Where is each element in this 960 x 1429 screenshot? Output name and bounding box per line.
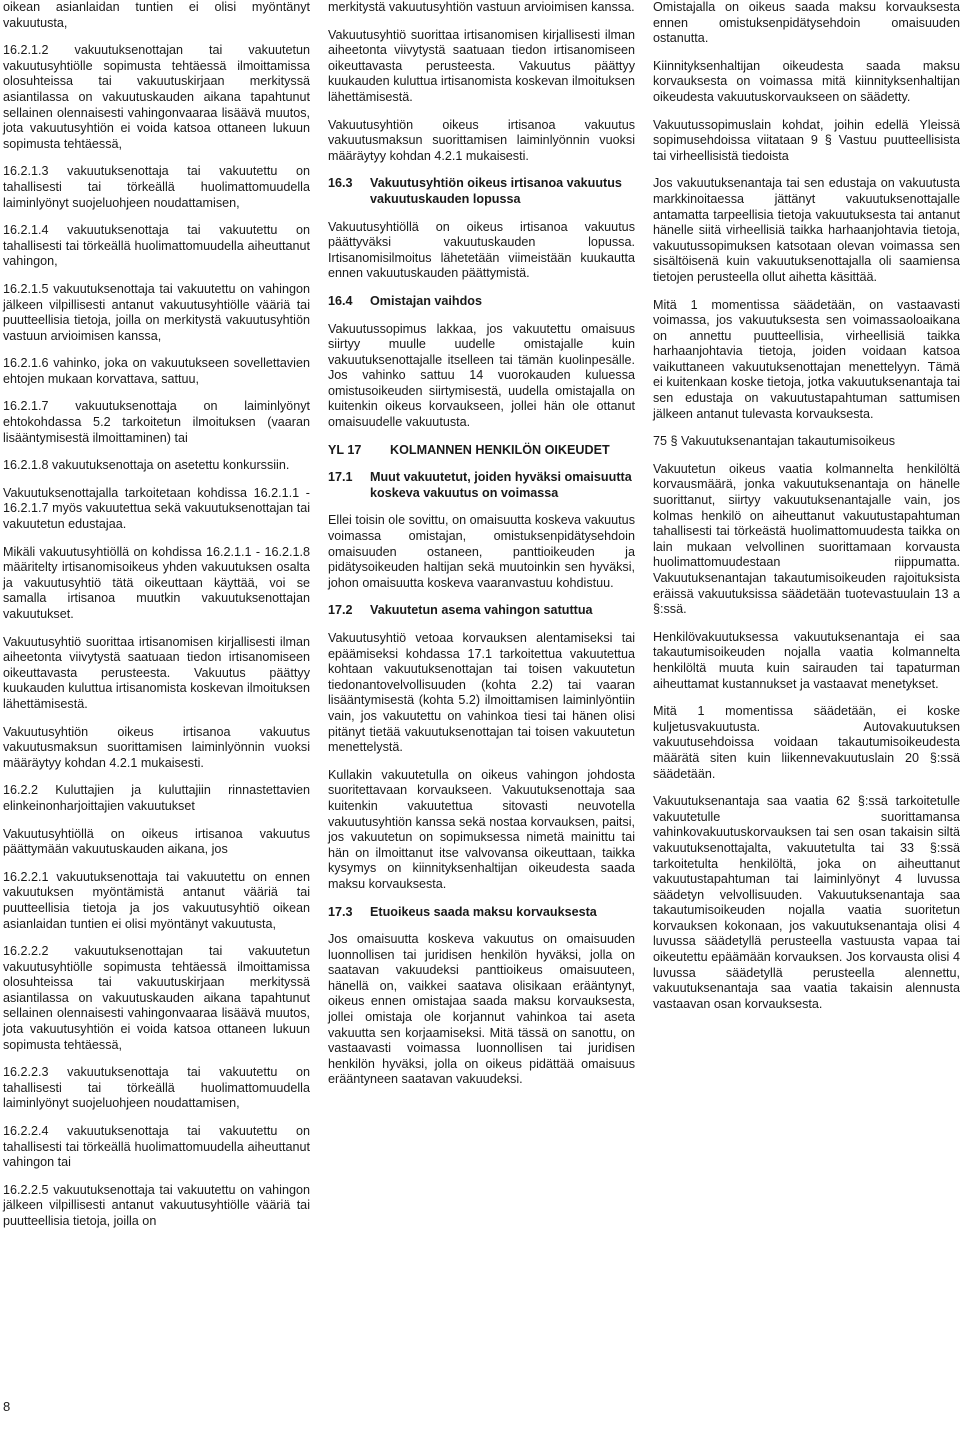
paragraph: Vakuutuksenantaja saa vaatia 62 §:ssä tarkoitetulle vakuutetulle suorittamansa vahinkovakuutuskorvauksen tai sen osan takaisin siltä vakuutuksenottajalta, vakuutetulta tai 33 §:ssä tarkoitetulta henkilöltä, joka on aiheuttanut vakuutustapahtuman tai laiminlyönyt 4 luvussa säädetyn velvollisuuden. Vakuutuksenantaja saa takautumisoikeuden nojalla vaatia suoritetun korvauksen kokonaan, jos vakuutuksenantaja olisi 4 luvussa säädetyllä perusteella vastuusta vapaa tai oikeutettu epäämään korvauksen. Jos korvausta olisi 4 luvussa säädetyllä perusteella alennettu, vakuutuksenantaja saa vaatia takaisin alennusta vastaavan osan korvauksesta. — [653, 794, 960, 1011]
section-heading — [328, 470, 635, 501]
section-number: YL 17 — [328, 442, 362, 457]
paragraph: Kiinnityksenhaltijan oikeudesta saada maksu korvauksesta on voimassa mitä kiinnityksenhaltijan oikeudesta vakuutuskorvaukseen on säädetty. — [653, 58, 960, 104]
paragraph: Vakuutusyhtiön oikeus irtisanoa vakuutus vakuutusmaksun suorittamisen laiminlyönnin vuoksi määräytyy kohdan 4.2.1 mukaisesti. — [328, 117, 635, 163]
paragraph: 16.2.1.4 vakuutuksenottaja tai vakuutettu on tahallisesti tai törkeällä huolimattomuudella aiheuttanut vahingon, — [3, 223, 310, 269]
section-title: Vakuutetun asema vahingon satuttua — [370, 603, 593, 618]
paragraph: 16.2.2.2 vakuutuksenottajan tai vakuutetun vakuutusyhtiölle sopimusta tehtäessä ilmoittamissa olosuhteissa tai vakuutuskirjaan merkityssä asiantilassa on vakuutuskauden aikana tapahtunut sellainen olennaisesti vahingonvaaraa lisäävä muutos, jota vakuutusyhtiön ei voida katsoa ottaneen lukuun sopimusta tehtäessä, — [3, 944, 310, 1052]
column-left — [3, 0, 310, 1242]
section-heading — [328, 603, 635, 619]
paragraph: 16.2.2.1 vakuutuksenottaja tai vakuutettu on ennen vakuutuksen myöntämistä antanut vääriä tai puutteellisia tietoja ja jos vakuutusyhtiö oikean asianlaidan tuntien ei olisi myöntänyt vakuutusta, — [3, 869, 310, 931]
section-title: Muut vakuutetut, joiden hyväksi omaisuutta koskeva vakuutus on voimassa — [370, 470, 632, 500]
paragraph: oikean asianlaidan tuntien ei olisi myöntänyt vakuutusta, — [3, 0, 310, 30]
section-title: Omistajan vaihdos — [370, 293, 482, 308]
paragraph: 16.2.1.2 vakuutuksenottajan tai vakuutetun vakuutusyhtiölle sopimusta tehtäessä ilmoittamissa olosuhteissa tai vakuutuskirjaan merkityssä asiantilassa on vakuutuskauden aikana tapahtunut sellainen olennaisesti vahingonvaaraa lisäävä muutos, jota vakuutusyhtiön ei voida katsoa ottaneen lukuun sopimusta tehtäessä, — [3, 43, 310, 151]
section-title: KOLMANNEN HENKILÖN OIKEUDET — [390, 442, 610, 457]
paragraph: 16.2.1.6 vahinko, joka on vakuutukseen sovellettavien ehtojen mukaan korvattava, sattuu, — [3, 356, 310, 386]
section-number: 17.1 — [328, 470, 353, 485]
section-number: 16.4 — [328, 293, 353, 308]
section-title: Vakuutusyhtiön oikeus irtisanoa vakuutus vakuutuskauden lopussa — [370, 176, 622, 206]
paragraph: Vakuutusyhtiö vetoaa korvauksen alentamiseksi tai epäämiseksi kohdassa 17.1 tarkoitettua vakuutettua kohtaan vakuutuksenottajan tai toisen vakuutetun tiedonantovelvollisuuden (kohta 2.2) tai vaaran lisääntymisestä (kohta 5.2) ilmoittamisen laiminlyöntiin vain, jos vakuutettu on vahinkoa tiesi tai hänen olisi pitänyt tietää vakuutuksenottajan tai toisen vakuutetun menettelystä. — [328, 631, 635, 755]
page-number: 8 — [3, 1399, 11, 1414]
paragraph: 16.2.2 Kuluttajien ja kuluttajiin rinnastettavien elinkeinonharjoittajien vakuutukset — [3, 783, 310, 813]
paragraph: Kullakin vakuutetulla on oikeus vahingon johdosta suoritettavaan korvaukseen. Vakuutuksenottaja saa kuitenkin vakuutettua sitovasti neuvotella vakuutusyhtiön kanssa sekä nostaa korvauksen, paitsi, jos vakuutetun on sopimuksessa nimetä mainittu tai hän on ilmoittanut itse valvovansa oikeuttaan, taikka kysymys on kiinnityksenhaltijan oikeudesta saada maksu korvauksesta. — [328, 767, 635, 891]
section-heading — [328, 443, 635, 459]
paragraph: Ellei toisin ole sovittu, on omaisuutta koskeva vakuutus voimassa omistajan, omistuksenpidätysehdoin omaisuuden ostaneen, panttioikeuden ja pidätysoikeuden haltijan sekä muutoinkin sen hyväksi, johon omaisuutta koskeva vaaranvastuu kohdistuu. — [328, 513, 635, 590]
paragraph: Vakuutuksenottajalla tarkoitetaan kohdissa 16.2.1.1 - 16.2.1.7 myös vakuutettua sekä vakuutuksenottajan tai vakuutetun edustajaa. — [3, 485, 310, 532]
paragraph: Mitä 1 momentissa säädetään, ei koske kuljetusvakuutusta. Autovakuutuksen vakuutusehdoissa voidaan takautumisoikeudesta määrätä siten kuin liikennevakuutuslain 20 §:ssä säädetään. — [653, 704, 960, 781]
paragraph: merkitystä vakuutusyhtiön vastuun arvioimisen kanssa. — [328, 0, 635, 14]
paragraph: Jos vakuutuksenantaja tai sen edustaja on vakuutusta markkinoitaessa jättänyt vakuutuksenottajalle antamatta tarpeellisia tietoja vakuutuksesta tai antanut hänelle siitä virheellisiä taikka harhaanjohtavia tietoja, vakuutussopimuksen katsotaan olevan voimassa sen sisältöisenä kuin vakuutuksenottajalla oli saamiensa tietojen perusteella ollut aihetta käsittää. — [653, 176, 960, 284]
section-number: 16.3 — [328, 176, 353, 191]
paragraph: Omistajalla on oikeus saada maksu korvauksesta ennen omistuksenpidätysehdoin omaisuuden ostanutta. — [653, 0, 960, 46]
paragraph: 75 § Vakuutuksenantajan takautumisoikeus — [653, 434, 896, 449]
paragraph: 16.2.1.5 vakuutuksenottaja tai vakuutettu on vahingon jälkeen vilpillisesti antanut vakuutusyhtiölle vääriä tai puutteellisia tietoja, joilla on merkitystä vakuutusyhtiön vastuun arvioimisen kanssa, — [3, 281, 310, 343]
paragraph: 16.2.1.8 vakuutuksenottaja on asetettu konkurssiin. — [3, 458, 290, 473]
section-heading — [328, 905, 635, 921]
paragraph: Vakuutusyhtiö suorittaa irtisanomisen kirjallisesti ilman aiheetonta viivytystä saatuaan tiedon irtisanomiseen oikeuttavasta perusteesta. Vakuutus päättyy kuukauden kuluttua irtisanomista koskevan ilmoituksen lähettämisestä. — [328, 27, 635, 104]
paragraph: Vakuutussopimuslain kohdat, joihin edellä Yleissä sopimusehdoissa viitataan 9 § Vastuu puutteellisista tai virheellisistä tiedoista — [653, 117, 960, 163]
paragraph: Vakuutussopimus lakkaa, jos vakuutettu omaisuus siirtyy muulle uudelle omistajalle kuin vakuutuksenottajalle itselleen tai tämän kuolinpesälle. Jos vahinko sattuu 14 vuorokauden kuluessa omistusoikeuden siirtymisestä, uudella omistajalla on kuitenkin oikeus korvaukseen, jollei hän ole ottanut omaisuudelle vakuutusta. — [328, 321, 635, 430]
paragraph: Vakuutetun oikeus vaatia kolmannelta henkilöltä korvausmäärä, jonka vakuutuksenantaja on hänelle suorittanut, siirtyy vakuutuksenantajalle vain, jos kolmas henkilö on aiheuttanut vakuutustapahtuman tahallisesti tai törkeästä huolimattomuudesta taikka on lain mukaan velvollinen suorittamaan korvausta huolimattomuudestaan riippumatta. Vakuutuksenantajan takautumisoikeuden rajoituksista eräissä vakuutuksissa säädetään tuotevastuulain 13 a §:ssä. — [653, 461, 960, 617]
paragraph: Mikäli vakuutusyhtiöllä on kohdissa 16.2.1.1 - 16.2.1.8 määritelty irtisanomisoikeus yhden vakuutuksen osalta ja vakuutusyhtiö tätä oikeuttaan käyttää, voi se samalla irtisanoa muutkin vakuutuksenottajan vakuutukset. — [3, 544, 310, 621]
paragraph: Vakuutusyhtiöllä on oikeus irtisanoa vakuutus päättyväksi vakuutuskauden lopussa. Irtisanomisilmoitus lähetetään viimeistään kuukautta ennen vakuutuskauden päättymistä. — [328, 219, 635, 281]
section-heading — [328, 176, 635, 207]
paragraph: Vakuutusyhtiön oikeus irtisanoa vakuutus vakuutusmaksun suorittamisen laiminlyönnin vuoksi määräytyy kohdan 4.2.1 mukaisesti. — [3, 724, 310, 770]
paragraph: 16.2.2.3 vakuutuksenottaja tai vakuutettu on tahallisesti tai törkeällä huolimattomuudella laiminlyönyt suojeluohjeen noudattamisen, — [3, 1065, 310, 1111]
paragraph: 16.2.2.4 vakuutuksenottaja tai vakuutettu on tahallisesti tai törkeällä huolimattomuudella aiheuttanut vahingon tai — [3, 1124, 310, 1170]
column-right — [653, 0, 960, 1024]
paragraph: Vakuutusyhtiöllä on oikeus irtisanoa vakuutus päättymään vakuutuskauden aikana, jos — [3, 826, 310, 857]
paragraph: Henkilövakuutuksessa vakuutuksenantaja ei saa takautumisoikeuden nojalla vaatia kolmannelta henkilöltä muuta kuin sairauden tai tapaturman aiheuttamat kustannukset ja vastaavat menetykset. — [653, 629, 960, 691]
section-number: 17.3 — [328, 904, 353, 919]
paragraph: 16.2.2.5 vakuutuksenottaja tai vakuutettu on vahingon jälkeen vilpillisesti antanut vakuutusyhtiölle vääriä tai puutteellisia tietoja, joilla on — [3, 1182, 310, 1228]
section-heading — [328, 294, 635, 310]
paragraph: Vakuutusyhtiö suorittaa irtisanomisen kirjallisesti ilman aiheetonta viivytystä saatuaan tiedon irtisanomiseen oikeuttavasta perusteesta. Vakuutus päättyy kuukauden kuluttua irtisanomista koskevan ilmoituksen lähettämisestä. — [3, 634, 310, 711]
column-middle — [328, 0, 635, 1100]
paragraph: Mitä 1 momentissa säädetään, on vastaavasti voimassa, jos vakuutuksesta sen voimassaoloaikana on annettu puutteellisia, virheellisiä taikka harhaanjohtavia tietoja, joiden voidaan katsoa vaikuttaneen vakuutuksenottajan menettelyyn. Tämä ei kuitenkaan koske tietoja, jotka vakuutuksenantaja tai sen edustaja on vakuutustapahtuman sattumisen jälkeen antanut tulevasta korvauksesta. — [653, 297, 960, 421]
paragraph: 16.2.1.7 vakuutuksenottaja on laiminlyönyt ehtokohdassa 5.2 tarkoitetun ilmoituksen (vaaran lisääntymisestä ilmoittaminen) tai — [3, 399, 310, 445]
section-number: 17.2 — [328, 603, 353, 618]
paragraph: 16.2.1.3 vakuutuksenottaja tai vakuutettu on tahallisesti tai törkeällä huolimattomuudella laiminlyönyt suojeluohjeen noudattamisen, — [3, 164, 310, 210]
paragraph: Jos omaisuutta koskeva vakuutus on omaisuuden luonnollisen tai juridisen henkilön hyväksi, jolla on saatavan vakuudeksi panttioikeus omaisuuteen, hänellä on, vaikkei saatava olisikaan erääntynyt, oikeus ennen omistajaa saada maksu korvauksesta, jollei omistaja ole korjannut vahinkoa tai aseta vakuutta sen korjaamiseksi. Mitä tässä on sanottu, on vastaavasti voimassa luonnollisen tai juridisen henkilön hyväksi, jolla on oikeus pidättää omaisuus erääntyneen saatavan vakuudeksi. — [328, 932, 635, 1087]
section-title: Etuoikeus saada maksu korvauksesta — [370, 904, 597, 919]
